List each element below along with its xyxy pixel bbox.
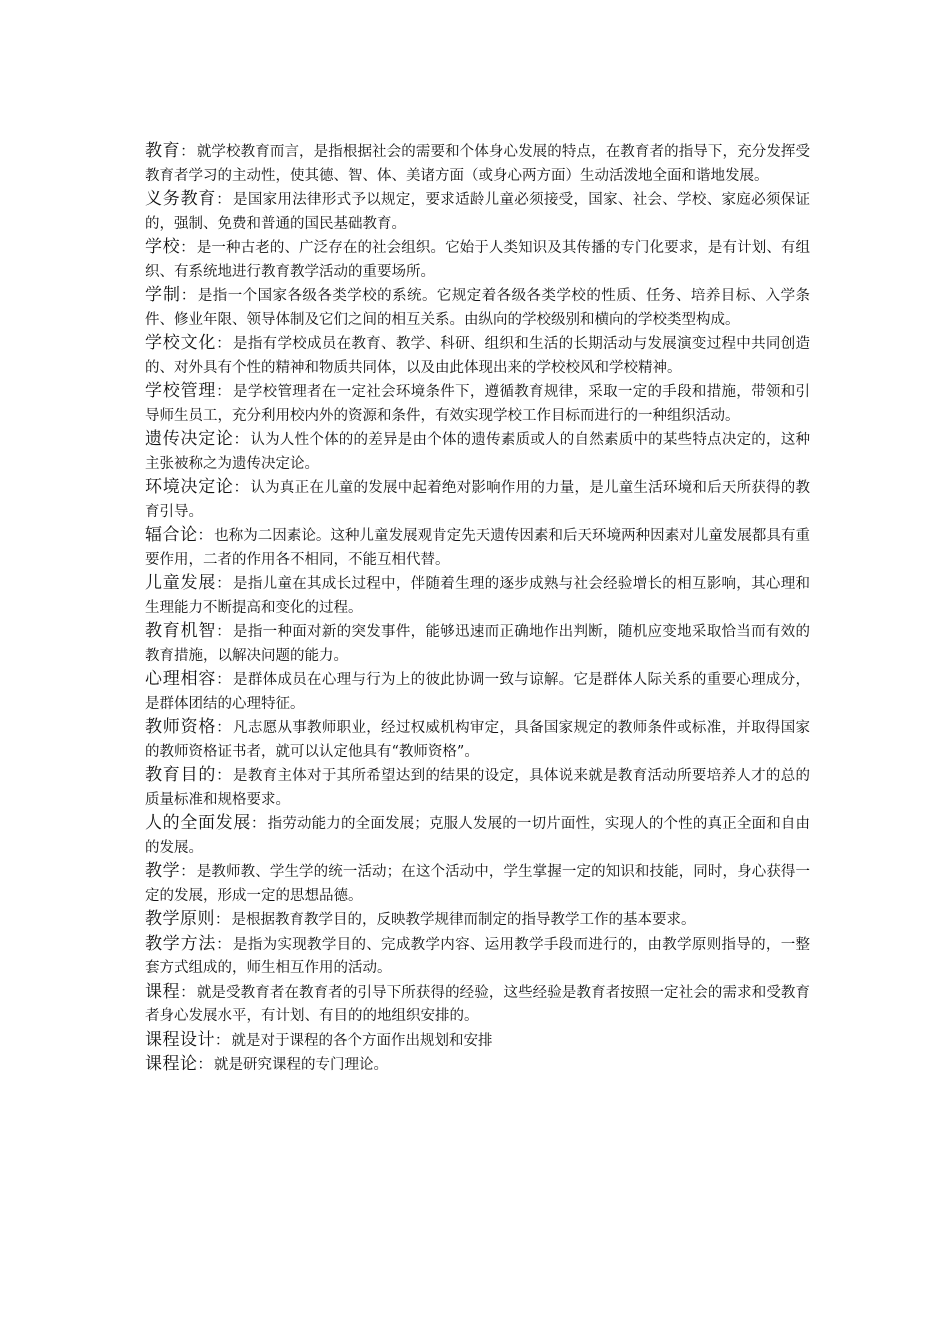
entry-huanjing-jueding-lun: 环境决定论： 认为真正在儿童的发展中起着绝对影响作用的力量，是儿童生活环境和后天所获得的教育引导。 <box>145 477 811 520</box>
term-jiaoyu: 教育 <box>145 141 181 161</box>
entry-kecheng: 课程： 就是受教育者在教育者的引导下所获得的经验，这些经验是教育者按照一定社会的需求和受教育者身心发展水平，有计划、有目的的地组织安排的。 <box>145 981 811 1024</box>
term-yichuan-jueding-lun: 遗传决定论 <box>145 429 234 449</box>
term-xuexiao-guanli: 学校管理 <box>145 381 217 401</box>
document-body <box>145 140 810 1078</box>
definition-jiaoxue-yuanze: 是根据教育教学目的，反映教学规律而制定的指导教学工作的基本要求。 <box>231 912 696 928</box>
entry-jiaoxue-fangfa: 教学方法： 是指为实现教学目的、完成教学内容、运用教学手段而进行的，由教学原则指导的，一整套方式组成的，师生相互作用的活动。 <box>145 933 811 976</box>
entry-xuexiao-guanli: 学校管理： 是学校管理者在一定社会环境条件下，遵循教育规律，采取一定的手段和措施，带领和引导师生员工，充分利用校内外的资源和条件，有效实现学校工作目标而进行的一种组织活动。 <box>145 381 811 424</box>
definition-jiaoyu-jizhi: 是指一种面对新的突发事件，能够迅速而正确地作出判断，随机应变地采取恰当而有效的教育措施，以解决问题的能力。 <box>145 624 811 664</box>
definition-yiwu-jiaoyu: 是国家用法律形式予以规定，要求适龄儿童必须接受，国家、社会、学校、家庭必须保证的，强制、免费和普通的国民基础教育。 <box>145 192 811 232</box>
definition-fuhe-lun: 也称为二因素论。这种儿童发展观肯定先天遗传因素和后天环境两种因素对儿童发展都具有重要作用，二者的作用各不相同，不能互相代替。 <box>145 528 811 568</box>
entry-xuexiao-wenhua: 学校文化： 是指有学校成员在教育、教学、科研、组织和生活的长期活动与发展演变过程中共同创造的、对外具有个性的精神和物质共同体，以及由此体现出来的学校校风和学校精神。 <box>145 333 811 376</box>
entry-jiaoxue: 教学： 是教师教、学生学的统一活动；在这个活动中，学生掌握一定的知识和技能，同时，身心获得一定的发展，形成一定的思想品德。 <box>145 861 811 904</box>
term-xinli-xiangrong: 心理相容 <box>145 669 217 689</box>
term-xuexiao-wenhua: 学校文化 <box>145 333 217 353</box>
entry-yichuan-jueding-lun: 遗传决定论： 认为人性个体的的差异是由个体的遗传素质或人的自然素质中的某些特点决定的，这种主张被称之为遗传决定论。 <box>145 429 811 472</box>
term-xuexiao: 学校 <box>145 237 181 257</box>
definition-jiaoxue-fangfa: 是指为实现教学目的、完成教学内容、运用教学手段而进行的，由教学原则指导的，一整套方式组成的，师生相互作用的活动。 <box>145 936 811 976</box>
term-jiaoyu-mudi: 教育目的 <box>145 765 217 785</box>
definition-xuexiao: 是一种古老的、广泛存在的社会组织。它始于人类知识及其传播的专门化要求，是有计划、有组织、有系统地进行教育教学活动的重要场所。 <box>145 240 811 280</box>
term-kecheng-sheji: 课程设计 <box>145 1029 215 1050</box>
term-yiwu-jiaoyu: 义务教育 <box>145 189 217 209</box>
definition-kecheng-lun: 就是研究课程的专门理论。 <box>214 1057 388 1073</box>
term-huanjing-jueding-lun: 环境决定论 <box>145 477 234 497</box>
term-kecheng-lun: 课程论 <box>145 1054 198 1074</box>
definition-jiaoyu-mudi: 是教育主体对于其所希望达到的结果的设定，具体说来就是教育活动所要培养人才的总的质量标准和规格要求。 <box>145 768 811 808</box>
term-xuezhi: 学制 <box>145 285 181 305</box>
term-kecheng: 课程 <box>145 981 181 1002</box>
entry-kecheng-sheji: 课程设计： 就是对于课程的各个方面作出规划和安排 <box>145 1029 493 1050</box>
entry-jiaoxue-yuanze: 教学原则： 是根据教育教学目的，反映教学规律而制定的指导教学工作的基本要求。 <box>145 909 696 929</box>
entry-jiaoyu: 教育： 就学校教育而言，是指根据社会的需要和个体身心发展的特点，在教育者的指导下，充分发挥受教育者学习的主动性，使其德、智、体、美诸方面（或身心两方面）生动活泼地全面和谐地发展。 <box>145 141 811 184</box>
term-fuhe-lun: 辐合论 <box>145 525 198 545</box>
definition-kecheng: 就是受教育者在教育者的引导下所获得的经验，这些经验是教育者按照一定社会的需求和受教育者身心发展水平，有计划、有目的的地组织安排的。 <box>145 984 811 1024</box>
entry-jiaoyu-jizhi: 教育机智： 是指一种面对新的突发事件，能够迅速而正确地作出判断，随机应变地采取恰当而有效的教育措施，以解决问题的能力。 <box>145 621 811 664</box>
definition-xinli-xiangrong: 是群体成员在心理与行为上的彼此协调一致与谅解。它是群体人际关系的重要心理成分，是群体团结的心理特征。 <box>145 672 811 712</box>
definition-yichuan-jueding-lun: 认为人性个体的的差异是由个体的遗传素质或人的自然素质中的某些特点决定的，这种主张被称之为遗传决定论。 <box>145 432 811 472</box>
definition-kecheng-sheji: 就是对于课程的各个方面作出规划和安排 <box>231 1032 493 1049</box>
entry-quanmian-fazhan: 人的全面发展： 指劳动能力的全面发展；克服人发展的一切片面性，实现人的个性的真正全面和自由的发展。 <box>145 813 811 856</box>
entry-fuhe-lun: 辐合论： 也称为二因素论。这种儿童发展观肯定先天遗传因素和后天环境两种因素对儿童发展都具有重要作用，二者的作用各不相同，不能互相代替。 <box>145 525 811 568</box>
term-jiaoshi-zige: 教师资格 <box>145 717 217 737</box>
term-ertong-fazhan: 儿童发展 <box>145 573 217 593</box>
definition-xuexiao-wenhua: 是指有学校成员在教育、教学、科研、组织和生活的长期活动与发展演变过程中共同创造的、对外具有个性的精神和物质共同体，以及由此体现出来的学校校风和学校精神。 <box>145 336 811 376</box>
entry-yiwu-jiaoyu: 义务教育： 是国家用法律形式予以规定，要求适龄儿童必须接受，国家、社会、学校、家庭必须保证的，强制、免费和普通的国民基础教育。 <box>145 189 811 232</box>
entry-kecheng-lun: 课程论： 就是研究课程的专门理论。 <box>145 1054 388 1074</box>
definition-ertong-fazhan: 是指儿童在其成长过程中，伴随着生理的逐步成熟与社会经验增长的相互影响，其心理和生理能力不断提高和变化的过程。 <box>145 576 811 616</box>
definition-huanjing-jueding-lun: 认为真正在儿童的发展中起着绝对影响作用的力量，是儿童生活环境和后天所获得的教育引导。 <box>145 480 811 520</box>
definition-jiaoxue: 是教师教、学生学的统一活动；在这个活动中，学生掌握一定的知识和技能，同时，身心获得一定的发展，形成一定的思想品德。 <box>145 864 811 904</box>
term-jiaoxue-yuanze: 教学原则 <box>145 909 215 929</box>
definition-jiaoyu: 就学校教育而言，是指根据社会的需要和个体身心发展的特点，在教育者的指导下，充分发挥受教育者学习的主动性，使其德、智、体、美诸方面（或身心两方面）生动活泼地全面和谐地发展。 <box>145 144 811 184</box>
term-quanmian-fazhan: 人的全面发展 <box>145 813 251 833</box>
entry-jiaoyu-mudi: 教育目的： 是教育主体对于其所希望达到的结果的设定，具体说来就是教育活动所要培养人才的总的质量标准和规格要求。 <box>145 765 811 808</box>
entry-ertong-fazhan: 儿童发展： 是指儿童在其成长过程中，伴随着生理的逐步成熟与社会经验增长的相互影响，其心理和生理能力不断提高和变化的过程。 <box>145 573 811 616</box>
definition-quanmian-fazhan: 指劳动能力的全面发展；克服人发展的一切片面性，实现人的个性的真正全面和自由的发展。 <box>145 816 811 856</box>
entry-jiaoshi-zige: 教师资格： 凡志愿从事教师职业，经过权威机构审定，具备国家规定的教师条件或标准，并取得国家的教师资格证书者，就可以认定他具有“教师资格”。 <box>145 717 811 760</box>
entry-xuexiao: 学校： 是一种古老的、广泛存在的社会组织。它始于人类知识及其传播的专门化要求，是有计划、有组织、有系统地进行教育教学活动的重要场所。 <box>145 237 811 280</box>
definition-jiaoshi-zige: 凡志愿从事教师职业，经过权威机构审定，具备国家规定的教师条件或标准，并取得国家的教师资格证书者，就可以认定他具有“教师资格”。 <box>145 720 811 760</box>
entry-xinli-xiangrong: 心理相容： 是群体成员在心理与行为上的彼此协调一致与谅解。它是群体人际关系的重要心理成分，是群体团结的心理特征。 <box>145 669 811 712</box>
term-jiaoxue: 教学 <box>145 861 181 881</box>
entry-xuezhi: 学制： 是指一个国家各级各类学校的系统。它规定着各级各类学校的性质、任务、培养目标、入学条件、修业年限、领导体制及它们之间的相互关系。由纵向的学校级别和横向的学校类型构成。 <box>145 285 811 328</box>
term-jiaoyu-jizhi: 教育机智 <box>145 621 217 641</box>
term-jiaoxue-fangfa: 教学方法 <box>145 933 217 954</box>
definition-xuezhi: 是指一个国家各级各类学校的系统。它规定着各级各类学校的性质、任务、培养目标、入学条件、修业年限、领导体制及它们之间的相互关系。由纵向的学校级别和横向的学校类型构成。 <box>145 288 811 328</box>
definition-xuexiao-guanli: 是学校管理者在一定社会环境条件下，遵循教育规律，采取一定的手段和措施，带领和引导师生员工，充分利用校内外的资源和条件，有效实现学校工作目标而进行的一种组织活动。 <box>145 384 811 424</box>
